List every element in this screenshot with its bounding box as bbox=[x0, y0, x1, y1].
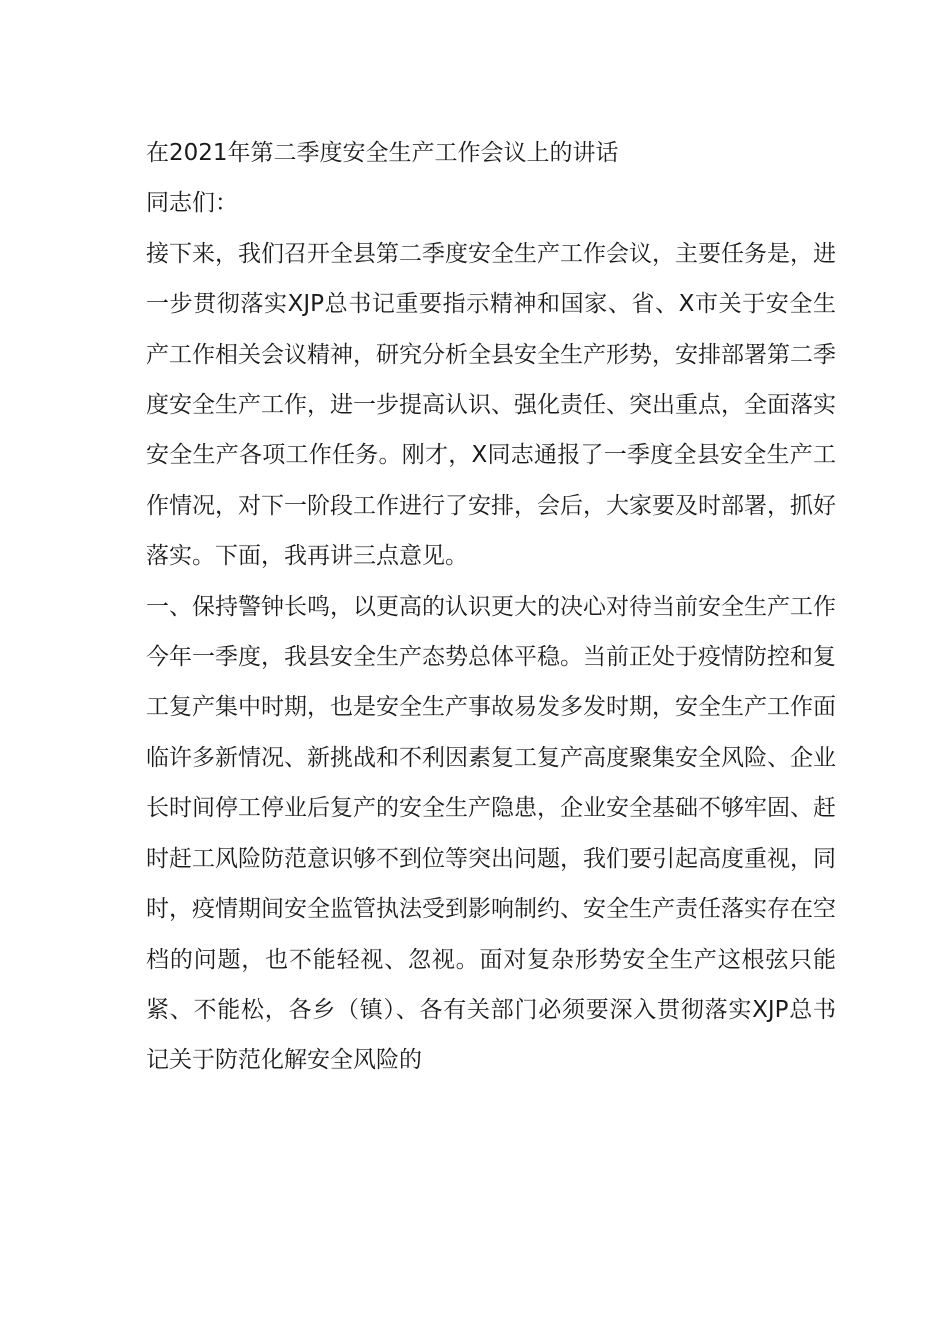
section-heading-1: 一、保持警钟长鸣，以更高的认识更大的决心对待当前安全生产工作 bbox=[146, 593, 836, 620]
document-title: 在2021年第二季度安全生产工作会议上的讲话 bbox=[146, 140, 619, 166]
paragraph-intro: 接下来，我们召开全县第二季度安全生产工作会议，主要任务是，进一步贯彻落实XJP总书记重要指示精神和国家、省、X市关于安全生产工作相关会议精神，研究分析全县安全生产形势，安排部署第二季度安全生产工作，进一步提高认识、强化责任、突出重点，全面落实安全生产各项工作任务。刚才，X同志通报了一季度全县安全生产工作情况，对下一阶段工作进行了安排，会后，大家要及时部署，抓好落实。下面，我再讲三点意见。 bbox=[146, 240, 836, 570]
salutation: 同志们： bbox=[146, 190, 238, 217]
document-body bbox=[146, 128, 836, 1086]
paragraph-section-1: 今年一季度，我县安全生产态势总体平稳。当前正处于疫情防控和复工复产集中时期，也是安全生产事故易发多发时期，安全生产工作面临许多新情况、新挑战和不利因素复工复产高度聚集安全风险、企业长时间停工停业后复产的安全生产隐患，企业安全基础不够牢固、赶时赶工风险防范意识够不到位等突出问题，我们要引起高度重视，同时，疫情期间安全监管执法受到影响制约、安全生产责任落实存在空档的问题，也不能轻视、忽视。面对复杂形势安全生产这根弦只能紧、不能松，各乡（镇）、各有关部门必须要深入贯彻落实XJP总书记关于防范化解安全风险的 bbox=[146, 644, 836, 1074]
